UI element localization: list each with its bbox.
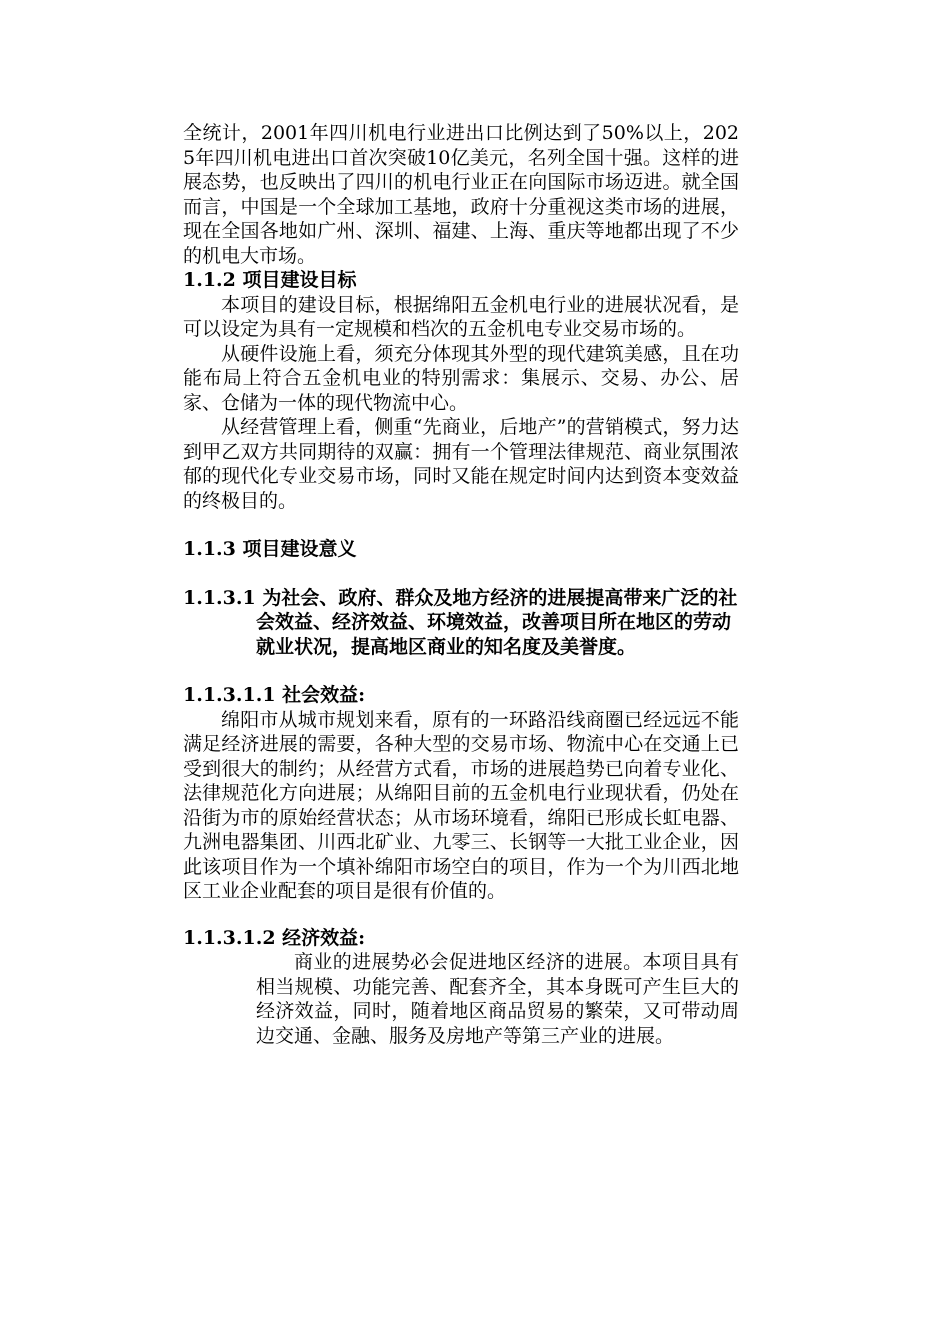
spacer — [183, 562, 739, 586]
spacer — [183, 659, 739, 683]
heading-1-1-3-1: 1.1.3.1 为社会、政府、群众及地方经济的进展提高带来广泛的社会效益、经济效益、环境效益，改善项目所在地区的劳动就业状况，提高地区商业的知名度及美誉度。 — [183, 586, 738, 658]
heading-1-1-3-1-1: 1.1.3.1.1 社会效益: — [183, 684, 366, 706]
paragraph-goal-1: 本项目的建设目标，根据绵阳五金机电行业的进展状况看，是可以设定为具有一定规模和档次的五金机电专业交易市场的。 — [183, 293, 739, 340]
paragraph-intro: 全统计，2001年四川机电行业进出口比例达到了50%以上，2025年四川机电进出口首次突破10亿美元，名列全国十强。这样的进展态势，也反映出了四川的机电行业正在向国际市场迈进。就全国而言，中国是一个全球加工基地，政府十分重视这类市场的进展，现在全国各地如广州、深圳、福建、上海、重庆等地都出现了不少的机电大市场。 — [183, 122, 739, 267]
paragraph-economic-benefit: 商业的进展势必会促进地区经济的进展。本项目具有相当规模、功能完善、配套齐全，其本身既可产生巨大的经济效益，同时，随着地区商品贸易的繁荣，又可带动周边交通、金融、服务及房地产等第三产业的进展。 — [256, 951, 739, 1047]
spacer — [183, 513, 739, 537]
heading-1-1-2: 1.1.2 项目建设目标 — [183, 269, 357, 291]
economic-benefit-block — [183, 950, 739, 1048]
paragraph-goal-2: 从硬件设施上看，须充分体现其外型的现代建筑美感，且在功能布局上符合五金机电业的特别需求：集展示、交易、办公、居家、仓储为一体的现代物流中心。 — [183, 342, 739, 414]
spacer — [183, 904, 739, 926]
heading-1-1-3-1-2: 1.1.3.1.2 经济效益: — [183, 926, 366, 949]
heading-1-1-3: 1.1.3 项目建设意义 — [183, 538, 357, 560]
paragraph-goal-3: 从经营管理上看，侧重“先商业，后地产”的营销模式，努力达到甲乙双方共同期待的双赢：拥有一个管理法律规范、商业氛围浓郁的现代化专业交易市场，同时又能在规定时间内达到资本变效益的终极目的。 — [183, 416, 739, 512]
document-page — [183, 121, 739, 1048]
paragraph-social-benefit: 绵阳市从城市规划来看，原有的一环路沿线商圈已经远远不能满足经济进展的需要，各种大型的交易市场、物流中心在交通上已受到很大的制约；从经营方式看，市场的进展趋势已向着专业化、法律规范化方向进展；从绵阳目前的五金机电行业现状看，仍处在沿街为市的原始经营状态；从市场环境看，绵阳已形成长虹电器、九洲电器集团、川西北矿业、九零三、长钢等一大批工业企业，因此该项目作为一个填补绵阳市场空白的项目，作为一个为川西北地区工业企业配套的项目是很有价值的。 — [183, 708, 739, 902]
